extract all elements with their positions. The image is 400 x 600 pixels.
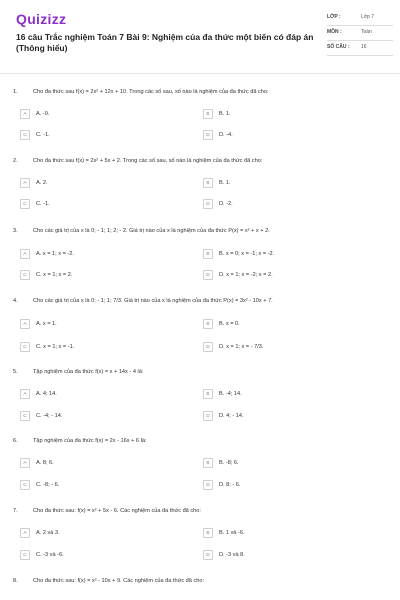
option-letter-box: C (20, 342, 30, 352)
option-letter-box: A (20, 109, 30, 119)
option-a[interactable] (20, 177, 48, 189)
option-letter-box: C (20, 199, 30, 209)
question-number: 8. (13, 578, 18, 584)
option-text: B. 1. (219, 180, 231, 186)
question-number: 6. (13, 438, 18, 444)
option-b[interactable] (203, 318, 240, 330)
meta-label: LỚP : (327, 14, 341, 20)
option-a[interactable] (20, 388, 57, 400)
question-text: Cho đa thức sau: f(x) = x² - 10x + 9. Các nghiệm của đa thức đã cho: (33, 578, 205, 584)
option-letter-box: D (203, 130, 213, 140)
meta-value: 16 (361, 44, 367, 50)
option-letter-box: B (203, 249, 213, 259)
option-d[interactable] (203, 549, 245, 561)
option-text: C. x = 1; x = 2. (36, 272, 73, 278)
option-text: B. -4; 14. (219, 391, 242, 397)
option-letter-box: B (203, 319, 213, 329)
option-letter-box: C (20, 130, 30, 140)
option-letter-box: A (20, 319, 30, 329)
option-text: B. x = 0. (219, 321, 240, 327)
option-text: C. -1. (36, 132, 50, 138)
option-letter-box: D (203, 270, 213, 280)
option-text: D. -4. (219, 132, 233, 138)
option-d[interactable] (203, 269, 273, 281)
meta-value: Lớp 7 (361, 14, 375, 20)
option-b[interactable] (203, 108, 231, 120)
option-letter-box: A (20, 389, 30, 399)
option-text: C. x = 1; x = -1. (36, 344, 75, 350)
quizizz-logo: Quizizz (16, 11, 67, 27)
meta-row-count (327, 41, 393, 56)
option-d[interactable] (203, 198, 233, 210)
option-letter-box: D (203, 550, 213, 560)
option-d[interactable] (203, 479, 240, 491)
option-letter-box: C (20, 411, 30, 421)
option-letter-box: A (20, 178, 30, 188)
option-letter-box: C (20, 480, 30, 490)
option-a[interactable] (20, 457, 54, 469)
option-text: D. 4; - 14. (219, 413, 244, 419)
question-text: Cho các giá trị của x là 0; - 1; 1; 7/3. Giá trị nào của x là nghiệm của đa thức P(x) = 3x² - 10x + 7. (33, 298, 273, 304)
option-text: B. 1. (219, 111, 231, 117)
option-c[interactable] (20, 129, 50, 141)
meta-label: MÔN : (327, 29, 342, 35)
option-letter-box: A (20, 458, 30, 468)
option-text: D. x = 1; x = -2; x = 2. (219, 272, 273, 278)
option-text: A. 8; 6. (36, 460, 54, 466)
option-text: C. -8; - 6. (36, 482, 60, 488)
option-c[interactable] (20, 341, 74, 353)
question-number: 4. (13, 298, 18, 304)
option-text: C. -1. (36, 201, 50, 207)
question-text: Tập nghiệm của đa thức f(x) = 2x - 16x + 6 là: (33, 438, 147, 444)
option-a[interactable] (20, 318, 57, 330)
option-text: B. -8; 6. (219, 460, 239, 466)
option-letter-box: B (203, 389, 213, 399)
option-a[interactable] (20, 108, 49, 120)
option-letter-box: A (20, 528, 30, 538)
option-text: D. 8; - 6. (219, 482, 241, 488)
option-text: A. -9. (36, 111, 50, 117)
option-letter-box: C (20, 270, 30, 280)
question-number: 1. (13, 89, 18, 95)
question-number: 3. (13, 228, 18, 234)
option-text: C. -3 và -6. (36, 552, 64, 558)
question-text: Cho đa thức sau f(x) = 2x² + 12x + 10. Trong các số sau, số nào là nghiệm của đa thức đã cho: (33, 89, 269, 95)
question-text: Tập nghiệm của đa thức f(x) = x + 14x - 4 là: (33, 369, 144, 375)
meta-row-subject (327, 26, 393, 41)
option-letter-box: D (203, 480, 213, 490)
meta-panel (327, 11, 393, 56)
page-title: 16 câu Trắc nghiệm Toán 7 Bài 9: Nghiệm của đa thức một biến có đáp án (Thông hiểu) (16, 32, 314, 53)
meta-label: SỐ CÂU : (327, 44, 350, 50)
option-b[interactable] (203, 177, 231, 189)
option-c[interactable] (20, 549, 64, 561)
option-letter-box: B (203, 528, 213, 538)
option-letter-box: C (20, 550, 30, 560)
option-text: B. 1 và -6. (219, 530, 245, 536)
option-text: A. x = 1. (36, 321, 57, 327)
option-text: A. x = 1; x = -2. (36, 251, 74, 257)
question-number: 7. (13, 508, 18, 514)
option-text: A. 2. (36, 180, 48, 186)
option-d[interactable] (203, 129, 233, 141)
option-c[interactable] (20, 269, 72, 281)
option-letter-box: A (20, 249, 30, 259)
option-d[interactable] (203, 341, 263, 353)
question-text: Cho đa thức sau f(x) = 2x² + 5x + 2. Trong các số sau, số nào là nghiệm của đa thức đã cho: (33, 158, 263, 164)
option-letter-box: D (203, 199, 213, 209)
option-b[interactable] (203, 388, 242, 400)
option-text: A. 2 và 3. (36, 530, 60, 536)
option-text: D. -3 và 8. (219, 552, 245, 558)
option-b[interactable] (203, 527, 245, 539)
question-number: 5. (13, 369, 18, 375)
option-a[interactable] (20, 527, 60, 539)
option-letter-box: B (203, 178, 213, 188)
option-text: D. x = 1; x = - 7/3. (219, 344, 264, 350)
option-text: B. x = 0; x = -1; x = -2. (219, 251, 275, 257)
option-b[interactable] (203, 457, 239, 469)
option-text: A. 4; 14. (36, 391, 57, 397)
option-b[interactable] (203, 248, 274, 260)
option-letter-box: D (203, 342, 213, 352)
question-text: Cho đa thức sau: f(x) = x² + 5x - 6. Các nghiệm của đa thức đã cho: (33, 508, 201, 514)
option-text: C. -4; - 14. (36, 413, 63, 419)
option-letter-box: B (203, 458, 213, 468)
option-c[interactable] (20, 479, 59, 491)
header-divider (0, 73, 400, 74)
option-letter-box: B (203, 109, 213, 119)
option-a[interactable] (20, 248, 74, 260)
meta-value: Toán (361, 29, 372, 35)
option-d[interactable] (203, 410, 244, 422)
option-c[interactable] (20, 198, 50, 210)
option-c[interactable] (20, 410, 62, 422)
option-letter-box: D (203, 411, 213, 421)
question-number: 2. (13, 158, 18, 164)
question-text: Cho các giá trị của x là 0; - 1; 1; 2; - 2. Giá trị nào của x là nghiệm của đa thức P(x) = x² + x + 2. (33, 228, 270, 234)
meta-row-class (327, 11, 393, 26)
option-text: D. -2. (219, 201, 233, 207)
